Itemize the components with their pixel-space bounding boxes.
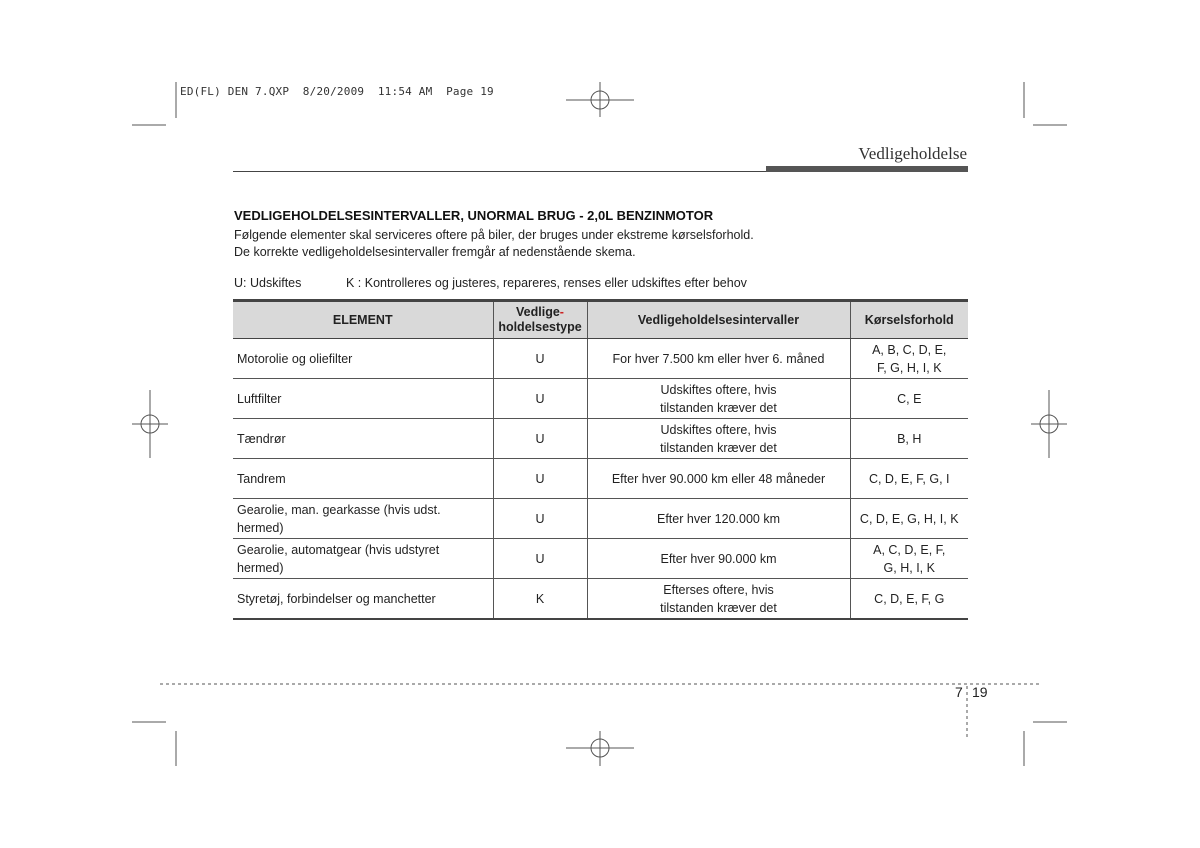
cell-type: K: [493, 579, 587, 620]
legend-k: K : Kontrolleres og justeres, repareres, renses eller udskiftes efter behov: [346, 276, 747, 290]
cell-interval: [587, 419, 850, 459]
table-row: [233, 419, 968, 459]
cell-type: U: [493, 419, 587, 459]
cell-interval: [587, 539, 850, 579]
col-header-type-line1: Vedlige: [516, 305, 560, 319]
page-number-value: 19: [972, 684, 988, 700]
cell-conditions-line: C, D, E, F, G: [874, 591, 945, 606]
cell-conditions: [850, 579, 968, 620]
page-heading: VEDLIGEHOLDELSESINTERVALLER, UNORMAL BRUG - 2,0L BENZINMOTOR: [234, 208, 714, 223]
print-slug: ED(FL) DEN 7.QXP 8/20/2009 11:54 AM Page 19: [180, 85, 494, 98]
cell-conditions: [850, 499, 968, 539]
col-header-type-hyphen: -: [559, 305, 564, 319]
col-header-type: [493, 301, 587, 339]
cell-conditions-line: A, B, C, D, E,: [872, 342, 947, 357]
cell-conditions: [850, 379, 968, 419]
cell-interval: [587, 379, 850, 419]
cell-interval: [587, 579, 850, 620]
cell-type: U: [493, 339, 587, 379]
cell-element: Gearolie, man. gearkasse (hvis udst. hermed): [233, 499, 493, 539]
cell-element: Tændrør: [233, 419, 493, 459]
table-row: [233, 579, 968, 620]
cell-conditions-line: G, H, I, K: [883, 560, 935, 575]
table-header-row: [233, 301, 968, 339]
cell-interval-line: Efter hver 120.000 km: [657, 511, 780, 526]
cell-interval: [587, 499, 850, 539]
table-row: [233, 459, 968, 499]
cell-conditions: [850, 539, 968, 579]
intro-text: [234, 227, 934, 261]
cell-interval-line: Udskiftes oftere, hvis: [660, 382, 777, 397]
cell-interval-line: tilstanden kræver det: [660, 400, 777, 415]
cell-interval-line: Efterses oftere, hvis: [663, 582, 774, 597]
cell-element: Tandrem: [233, 459, 493, 499]
legend: [234, 276, 747, 290]
cell-conditions: [850, 339, 968, 379]
cell-conditions: [850, 459, 968, 499]
cell-type: U: [493, 379, 587, 419]
cell-interval: [587, 339, 850, 379]
legend-u: U: Udskiftes: [234, 276, 302, 290]
intro-line: Følgende elementer skal serviceres oftere på biler, der bruges under ekstreme kørselsforhold.: [234, 228, 754, 242]
cell-interval-line: tilstanden kræver det: [660, 440, 777, 455]
intro-line: De korrekte vedligeholdelsesintervaller fremgår af nedenstående skema.: [234, 245, 636, 259]
header-rule-accent: [766, 166, 968, 172]
table-row: [233, 339, 968, 379]
col-header-conditions: Kørselsforhold: [850, 301, 968, 339]
cell-conditions-line: C, D, E, F, G, I: [868, 471, 950, 486]
cell-type: U: [493, 459, 587, 499]
cell-interval: [587, 459, 850, 499]
table-row: [233, 379, 968, 419]
cell-type: U: [493, 499, 587, 539]
col-header-intervals: Vedligeholdelsesintervaller: [587, 301, 850, 339]
col-header-element: ELEMENT: [233, 301, 493, 339]
cell-conditions: [850, 419, 968, 459]
cell-interval-line: For hver 7.500 km eller hver 6. måned: [612, 351, 825, 366]
cell-interval-line: Efter hver 90.000 km eller 48 måneder: [611, 471, 826, 486]
chapter-number: 7: [955, 684, 963, 700]
cell-conditions-line: A, C, D, E, F,: [873, 542, 946, 557]
cell-interval-line: Udskiftes oftere, hvis: [660, 422, 777, 437]
cell-conditions-line: F, G, H, I, K: [876, 360, 942, 375]
section-title: Vedligeholdelse: [858, 144, 967, 163]
cell-type: U: [493, 539, 587, 579]
col-header-type-line2: holdelsestype: [498, 320, 582, 334]
cell-element: Styretøj, forbindelser og manchetter: [237, 591, 436, 606]
cell-element: Motorolie og oliefilter: [233, 339, 493, 379]
cell-interval-line: Efter hver 90.000 km: [660, 551, 777, 566]
cell-conditions-line: C, E: [897, 391, 922, 406]
cell-conditions-line: B, H: [897, 431, 922, 446]
table-row: [233, 539, 968, 579]
cell-conditions-line: C, D, E, G, H, I, K: [859, 511, 959, 526]
cell-element: Gearolie, automatgear (hvis udstyret hermed): [233, 539, 493, 579]
table-row: [233, 499, 968, 539]
cell-element: Luftfilter: [233, 379, 493, 419]
maintenance-table: [233, 299, 968, 620]
cell-interval-line: tilstanden kræver det: [660, 600, 777, 615]
